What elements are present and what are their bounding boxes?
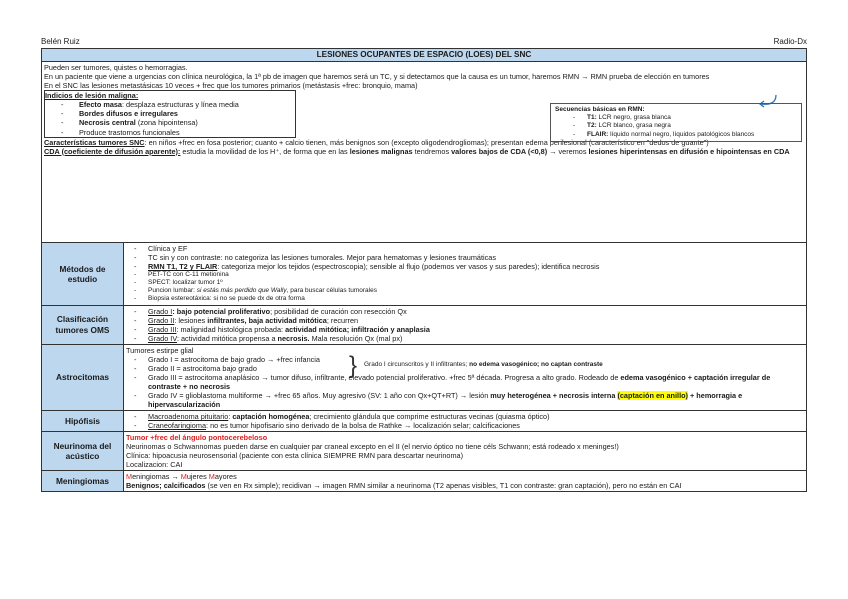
row-label-meningiomas: Meningiomas [42,471,124,492]
astro-note: Grado I circunscritos y II infiltrantes; no edema vasogénico; no captan contraste [364,360,603,368]
row-label-oms: Clasificación tumores OMS [42,305,124,344]
row-label-hipofisis: Hipófisis [42,411,124,432]
row-content-metodos [124,243,807,305]
list-item: - Grado III = astrocitoma anaplásico → tumor difuso, infiltrante, elevado potencial proliferativo. +frec 5ª década. Progresa a alto grado. Rodeado de edema vasogénico + captación irregular de contraste + no necrosis [148,373,804,391]
mri-list [555,114,797,138]
list-item: - Necrosis central (zona hipointensa) [79,118,295,127]
list-item: - Grado II: lesiones infiltrantes, baja actividad mitótica; recurren [148,316,804,325]
list-item: - SPECT: localizar tumor 1º [148,279,804,287]
malignancy-title: Indicios de lesión maligna: [45,91,139,101]
list-item: - Macroadenoma pituitario: captación homogénea; crecimiento glándula que comprime estructuras vecinas (quiasma óptico) [148,412,804,421]
mri-title: Secuencias básicas en RMN: [555,106,645,114]
row-label-astro: Astrocitomas [42,344,124,410]
malignancy-box [44,90,296,137]
list-item: - Efecto masa: desplaza estructuras y línea media [79,100,295,109]
list-item: - RMN T1, T2 y FLAIR: categoriza mejor los tejidos (espectroscopia); sensible al flujo (podemos ver vasos y sus paredes); identifica necrosis [148,262,804,271]
list-item: - Grado II = astrocitoma bajo grado [148,364,804,373]
row-label-metodos: Métodos de estudio [42,243,124,305]
intro-line-1: Pueden ser tumores, quistes o hemorragias. [44,63,188,73]
cda-line: CDA (coeficiente de difusión aparente): estudia la movilidad de los H⁺, de forma que en las lesiones malignas tendremos valores bajos de CDA (<0,8) → veremos lesiones hiperintensas en difusión e hipointensas en CDA [44,146,790,156]
astro-intro: Tumores estirpe glial [126,345,194,355]
list-item: - Puncion lumbar: si estás más perdido que Wally, para buscar células tumorales [148,287,804,295]
intro-cell [42,62,807,243]
notes-table [41,48,807,492]
brace-icon: } [349,351,358,379]
row-content-hipofisis [124,411,807,432]
page-title: LESIONES OCUPANTES DE ESPACIO (LOES) DEL SNC [42,49,807,62]
list-item: - Grado I: bajo potencial proliferativo; posibilidad de curación con resección Qx [148,307,804,316]
list-item: - T2: LCR blanco, grasa negra [587,122,797,130]
meningiomas-line-1: Meningiomas → Mujeres Mayores [126,472,237,482]
neurinoma-line-3: Clínica: hipoacusia neurosensorial (paciente con esta clínica SIEMPRE RMN para descartar neurinoma) [126,451,464,461]
list-item: - Grado III: malignidad histológica probada: actividad mitótica; infiltración y anaplasia [148,325,804,334]
author: Belén Ruiz [41,37,80,46]
list-item: - Grado IV: actividad mitótica propensa a necrosis. Mala resolución Qx (mal px) [148,334,804,343]
row-label-neurinoma: Neurinoma del acústico [42,432,124,471]
list-item: - T1: LCR negro, grasa blanca [587,114,797,122]
list-item: - Bordes difusos e irregulares [79,109,295,118]
list-item: - TC sin y con contraste: no categoriza las lesiones tumorales. Mejor para hematomas y lesiones traumáticas [148,253,804,262]
neurinoma-line-4: Localizacion: CAI [126,460,183,470]
malignancy-list [45,100,295,136]
intro-line-2: En un paciente que viene a urgencias con clínica neurológica, la 1ª pb de imagen que haremos será un TC, y si detectamos que la causa es un tumor, haremos RMN → RMN prueba de elección en tumores [44,72,710,82]
neurinoma-line-2: Neurinomas o Schwannomas pueden darse en cualquier par craneal excepto en el II (el nervio óptico no tiene céls Schwann; está rodeado x meninges!) [126,442,619,452]
list-item: - Grado I = astrocitoma de bajo grado → +frec infancia [148,355,804,364]
row-content-oms [124,305,807,344]
list-item: - Craneofaringioma: no es tumor hipofisario sino derivado de la bolsa de Rathke → localización selar; calcificaciones [148,421,804,430]
subject: Radio-Dx [773,37,807,46]
list-item: - Grado IV = glioblastoma multiforme → +frec 65 años. Muy agresivo (SV: 1 año con Qx+QT+RT) → lesión muy heterogénea + necrosis interna (captación en anillo) + hemorragia e hipervascularización [148,391,804,409]
list-item: - Biopsia estereotáxica: si no se puede dx de otra forma [148,295,804,303]
features-line: Características tumores SNC: en niños +frec en fosa posterior; cuanto + calcio tienen, más benignos son (excepto oligodendrogliomas); presentan edema perilesional (característico en "dedos de guante") [44,137,709,147]
neurinoma-line-1: Tumor +frec del ángulo pontocerebeloso [126,433,268,443]
meningiomas-line-2: Benignos; calcificados (se ven en Rx simple); recidivan → imagen RMN similar a neurinoma (T2 apenas visibles, T1 con contraste: gran captación), pero no están en CAI [126,481,682,491]
list-item: - Produce trastornos funcionales [79,128,295,137]
row-content-astro [124,344,807,410]
row-content-neurinoma [124,432,807,471]
list-item: - PET-TC con C-11 metionina [148,271,804,279]
intro-line-3: En el SNC las lesiones metastásicas 10 veces + frec que los tumores primarios (metástasis +frec: bronquio, mama) [44,81,418,91]
list-item: - FLAIR: líquido normal negro, líquidos patológicos blancos [587,131,797,139]
mri-sequences-box [550,103,802,142]
row-content-meningiomas [124,471,807,492]
list-item: - Clínica y EF [148,244,804,253]
